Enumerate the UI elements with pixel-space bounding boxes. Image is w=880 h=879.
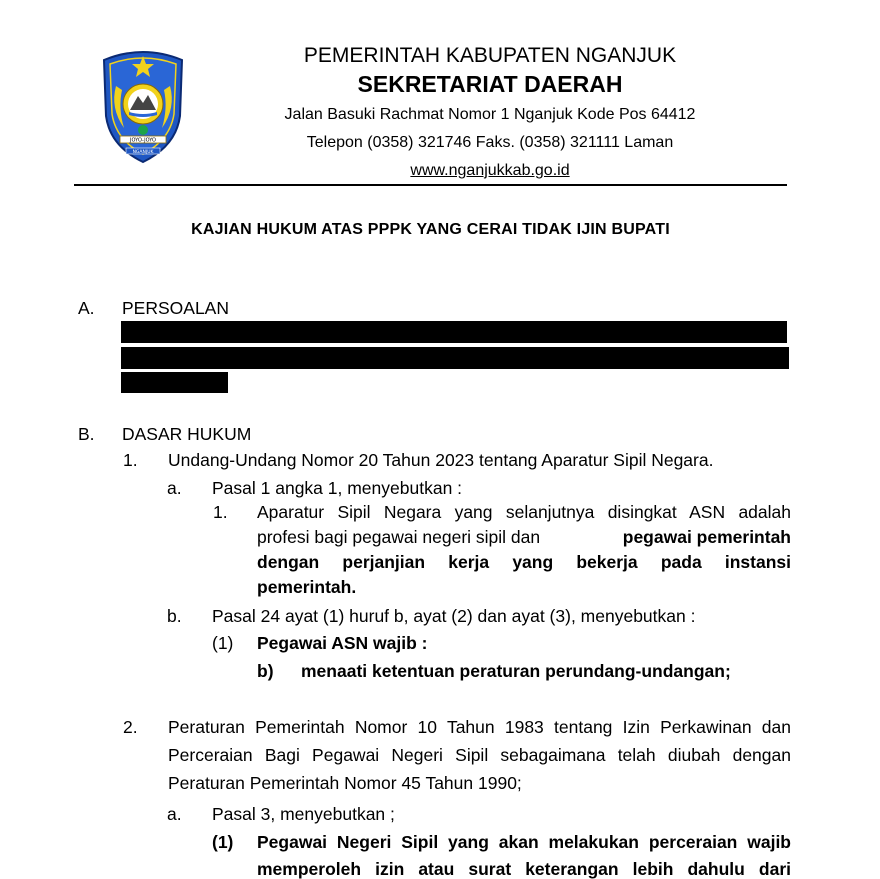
list-number: 1. bbox=[123, 450, 138, 470]
legal-basis-item: Undang-Undang Nomor 20 Tahun 2023 tentang Aparatur Sipil Negara. bbox=[168, 450, 714, 470]
article-text-line bbox=[257, 527, 791, 547]
list-number: 2. bbox=[123, 717, 138, 737]
article-text-line: Aparatur Sipil Negara yang selanjutnya disingkat ASN adalah bbox=[257, 502, 791, 522]
article-text-bold-line: pemerintah. bbox=[257, 577, 357, 597]
legal-basis-item-line: Perceraian Bagi Pegawai Negeri Sipil sebagaimana telah diubah dengan bbox=[168, 745, 791, 765]
emblem-name: NGANJUK bbox=[132, 149, 154, 155]
article-text-bold-line: dengan perjanjian kerja yang bekerja pada instansi bbox=[257, 552, 791, 572]
list-letter: a. bbox=[167, 478, 182, 498]
letterhead-address: Jalan Basuki Rachmat Nomor 1 Nganjuk Kode Pos 64412 bbox=[284, 106, 696, 123]
article-reference: Pasal 24 ayat (1) huruf b, ayat (2) dan ayat (3), menyebutkan : bbox=[212, 606, 696, 626]
nganjuk-regency-emblem bbox=[96, 46, 190, 164]
list-letter: a. bbox=[167, 804, 182, 824]
emblem-motto: JOYO-JOYO bbox=[130, 137, 156, 144]
section-b-letter: B. bbox=[78, 424, 95, 444]
section-b-heading: DASAR HUKUM bbox=[122, 424, 252, 444]
article-reference: Pasal 3, menyebutkan ; bbox=[212, 804, 395, 824]
letterhead-government: PEMERINTAH KABUPATEN NGANJUK bbox=[303, 44, 677, 67]
list-letter: b) bbox=[257, 661, 274, 681]
section-a-letter: A. bbox=[78, 298, 95, 318]
article-text-plain: profesi bagi pegawai negeri sipil dan bbox=[257, 527, 541, 547]
legal-basis-item-line: Peraturan Pemerintah Nomor 10 Tahun 1983 tentang Izin Perkawinan dan bbox=[168, 717, 791, 737]
letterhead-office: SEKRETARIAT DAERAH bbox=[357, 71, 623, 97]
letterhead-divider bbox=[74, 184, 787, 186]
redacted-text-block bbox=[121, 372, 228, 393]
article-text-bold-line: memperoleh izin atau surat keterangan lebih dahulu dari bbox=[257, 859, 791, 879]
article-text-bold-line: Pegawai Negeri Sipil yang akan melakukan perceraian wajib bbox=[257, 832, 791, 852]
list-number: (1) bbox=[212, 832, 234, 852]
legal-basis-item-line: Peraturan Pemerintah Nomor 45 Tahun 1990; bbox=[168, 773, 522, 793]
article-reference: Pasal 1 angka 1, menyebutkan : bbox=[212, 478, 463, 498]
list-number: (1) bbox=[212, 633, 234, 653]
redacted-text-block bbox=[121, 321, 787, 343]
letterhead-contact: Telepon (0358) 321746 Faks. (0358) 321111 Laman bbox=[306, 134, 674, 151]
list-number: 1. bbox=[213, 502, 228, 522]
section-a-heading: PERSOALAN bbox=[122, 298, 229, 318]
document-title: KAJIAN HUKUM ATAS PPPK YANG CERAI TIDAK IJIN BUPATI bbox=[191, 221, 670, 238]
article-text-bold-line: Pegawai ASN wajib : bbox=[257, 633, 428, 653]
article-text-bold: pegawai pemerintah bbox=[622, 527, 791, 547]
letterhead-website-link[interactable]: www.nganjukkab.go.id bbox=[410, 162, 570, 179]
article-text-bold-line: menaati ketentuan peraturan perundang-undangan; bbox=[301, 661, 731, 681]
list-letter: b. bbox=[167, 606, 182, 626]
redacted-text-block bbox=[121, 347, 789, 369]
